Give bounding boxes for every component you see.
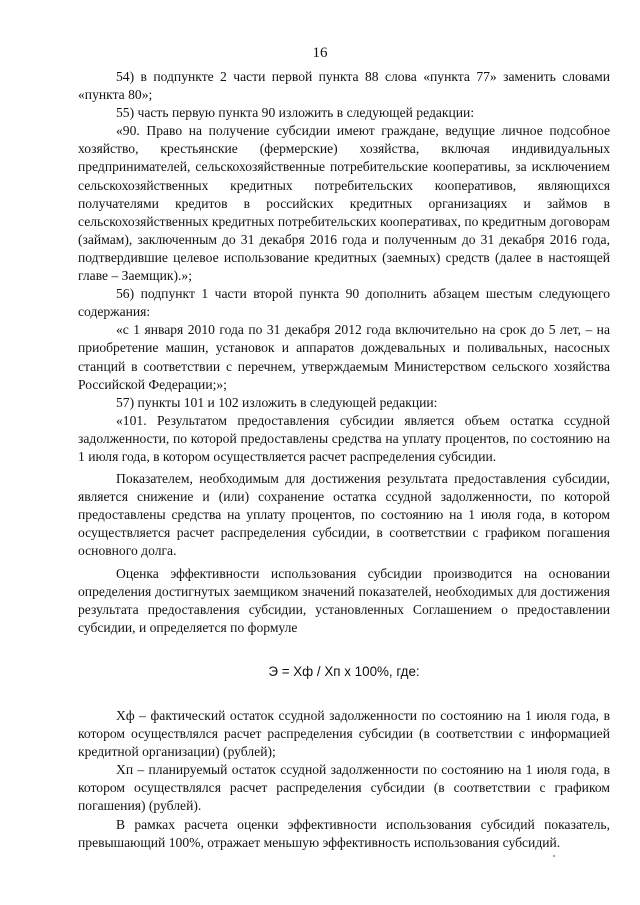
definition-xp: Хп – планируемый остаток ссудной задолженности по состоянию на 1 июля года, в котором осуществлялся расчет распределения субсидии (в соответствии с графиком погашения) (рублей). <box>78 762 610 814</box>
efficiency-formula: Э = Хф / Хп х 100%, где: <box>268 663 420 679</box>
document-body <box>78 68 610 852</box>
paragraph-evaluation: Оценка эффективности использования субсидии производится на основании определения достигнутых заемщиком значений показателей, необходимых для достижения результата предоставления субсидии, установленных Соглашением о предоставлении субсидии, и определяется по формуле <box>78 565 610 635</box>
page-number: 16 <box>312 45 328 61</box>
paragraph-90-text: «90. Право на получение субсидии имеют граждане, ведущие личное подсобное хозяйство, крестьянские (фермерские) хозяйства, включая индивидуальных предпринимателей, сельскохозяйственные потребительские кооперативы, за исключением сельскохозяйственных кредитных потребительских кооперативов, являющихся получателями кредитов в российских кредитных организациях и займов в сельскохозяйственных кредитных потребительских кооперативах, по кредитным договорам (займам), заключенным до 31 декабря 2016 года и полученным до 31 декабря 2016 года, подтвердившие целевое использование кредитных (заемных) средств (далее в настоящей главе – Заемщик).»; <box>78 123 610 284</box>
paragraph-54: 54) в подпункте 2 части первой пункта 88 слова «пункта 77» заменить словами «пункта 80»; <box>78 69 610 103</box>
paragraph-101: «101. Результатом предоставления субсидии является объем остатка ссудной задолженности, по которой предоставлены средства на уплату процентов, по состоянию на 1 июля года, в котором осуществляется расчет распределения субсидии. <box>78 412 610 464</box>
paragraph-efficiency-note: В рамках расчета оценки эффективности использования субсидий показатель, превышающий 100%, отражает меньшую эффективность использования субсидий. <box>78 816 610 850</box>
scan-speck <box>553 855 555 857</box>
paragraph-55: 55) часть первую пункта 90 изложить в следующей редакции: <box>116 105 475 121</box>
definition-xf: Хф – фактический остаток ссудной задолженности по состоянию на 1 июля года, в котором осуществлялся расчет распределения субсидии (в соответствии с информацией кредитной организации) (рублей); <box>78 708 610 760</box>
paragraph-57: 57) пункты 101 и 102 изложить в следующей редакции: <box>116 394 438 410</box>
paragraph-56-text: «с 1 января 2010 года по 31 декабря 2012 года включительно на срок до 5 лет, – на приобретение машин, установок и аппаратов дождевальных и поливальных, насосных станций в соответствии с перечнем, утверждаемым Министерством сельского хозяйства Российской Федерации;»; <box>78 322 610 392</box>
paragraph-56: 56) подпункт 1 части второй пункта 90 дополнить абзацем шестым следующего содержания: <box>78 286 610 320</box>
paragraph-indicator: Показателем, необходимым для достижения результата предоставления субсидии, является снижение и (или) сохранение остатка ссудной задолженности, по которой предоставлены средства на уплату процентов, по состоянию на 1 июля года, в котором осуществляется расчет распределения субсидии, в соответствии с графиком погашения основного долга. <box>78 471 610 559</box>
